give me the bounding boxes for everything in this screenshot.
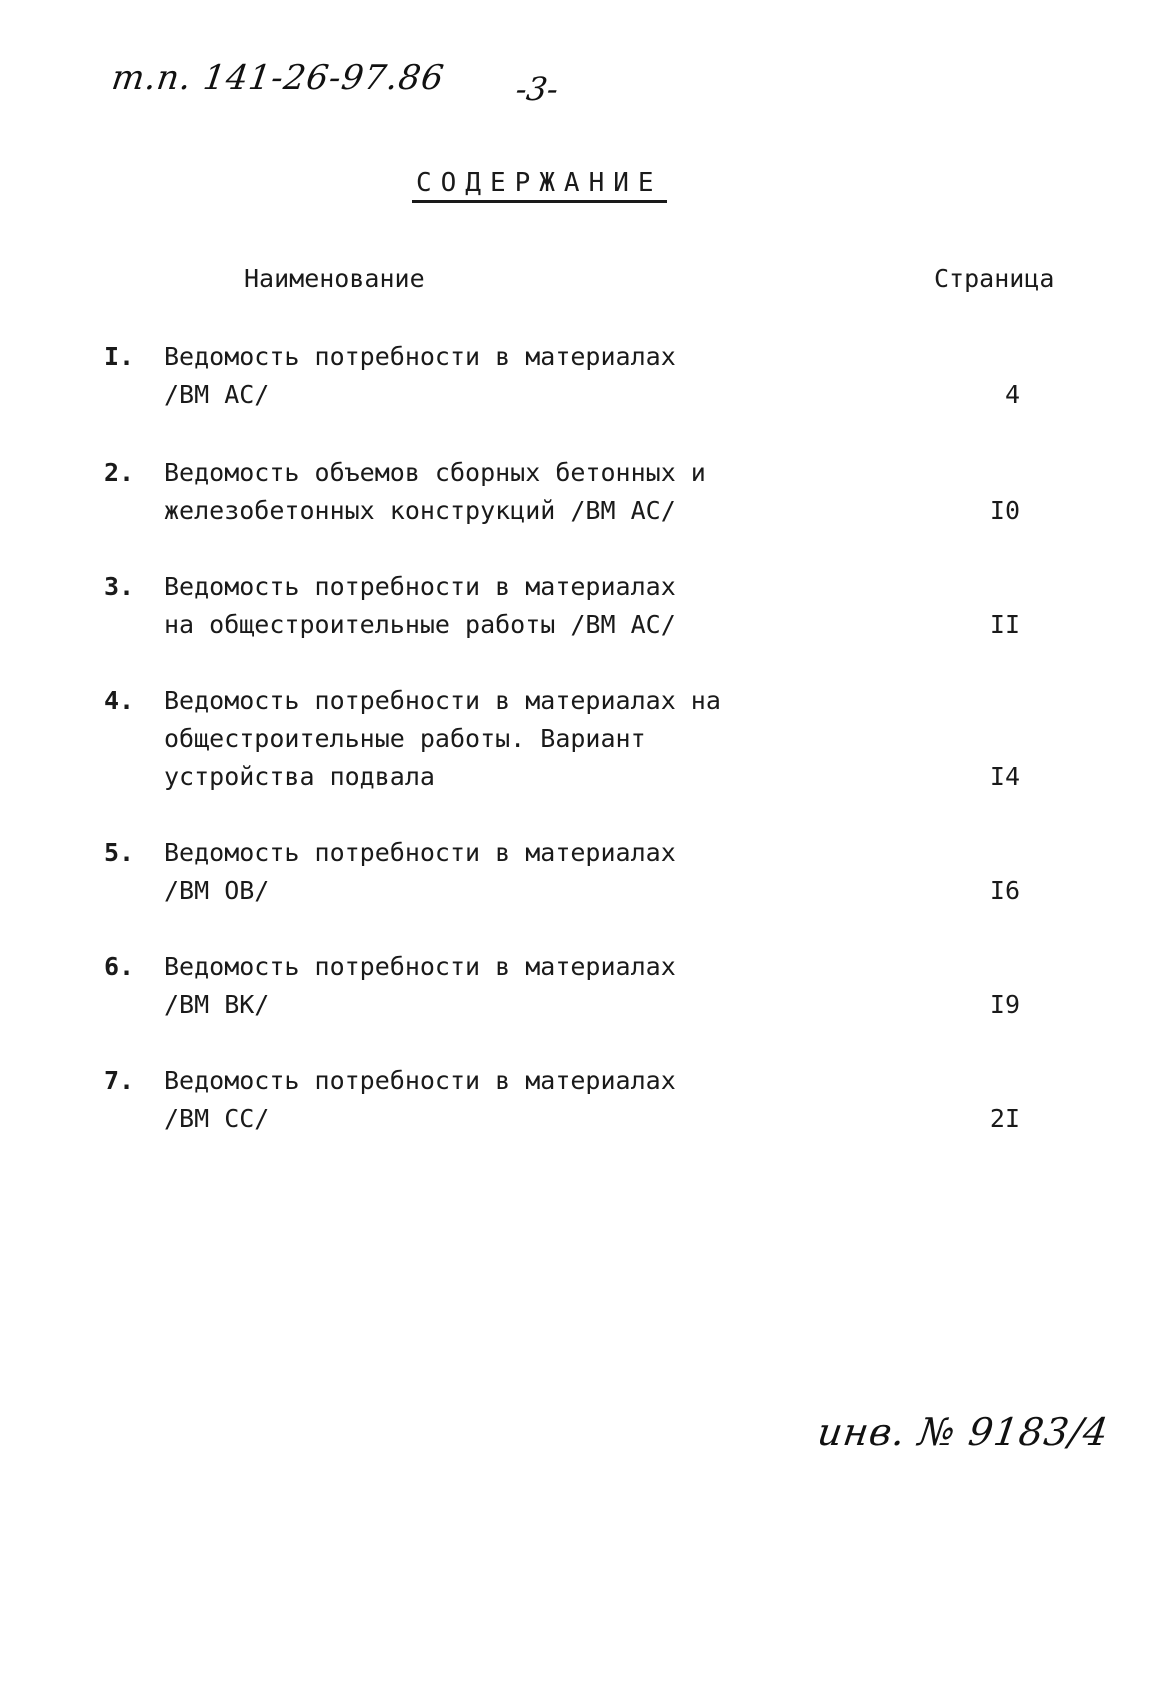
toc-entry-title: Ведомость потребности в материалах /ВМ ВК/ [164, 952, 676, 1019]
toc-entry-number: 3. [104, 572, 135, 601]
toc-entry-title: Ведомость потребности в материалах на общестроительные работы /ВМ АС/ [164, 572, 676, 639]
toc-entry-page: I4 [989, 762, 1020, 791]
page-number: -3- [513, 70, 561, 108]
toc-entry-title: Ведомость потребности в материалах /ВМ СС/ [164, 1066, 676, 1133]
toc-entry-number: 2. [104, 458, 135, 487]
toc-entry-number: 7. [104, 1066, 135, 1095]
toc-entry-title: Ведомость объемов сборных бетонных и железобетонных конструкций /ВМ АС/ [164, 458, 706, 525]
toc-entry-page: I6 [989, 876, 1020, 905]
toc-entry-title: Ведомость потребности в материалах /ВМ ОВ/ [164, 838, 676, 905]
page-title: СОДЕРЖАНИЕ [412, 168, 667, 203]
inventory-number: инв. № 9183/4 [814, 1410, 1112, 1454]
toc-entry-number: 5. [104, 838, 135, 867]
toc-entry-page: II [989, 610, 1020, 639]
toc-entry-number: I. [104, 342, 135, 371]
toc-entry-page: I9 [989, 990, 1020, 1019]
toc-entry-page: I0 [989, 496, 1020, 525]
toc-entry-title: Ведомость потребности в материалах на общестроительные работы. Вариант устройства подвала [164, 686, 721, 791]
toc-entry-page: 2I [989, 1104, 1020, 1133]
column-header-page: Страница [934, 264, 1055, 293]
toc-entry-title: Ведомость потребности в материалах /ВМ АС/ [164, 342, 676, 409]
toc-entry-page: 4 [1004, 380, 1020, 409]
toc-entry-number: 6. [104, 952, 135, 981]
toc-entry-number: 4. [104, 686, 135, 715]
column-header-name: Наименование [244, 264, 425, 293]
document-code: т.п. 141-26-97.86 [109, 58, 447, 98]
